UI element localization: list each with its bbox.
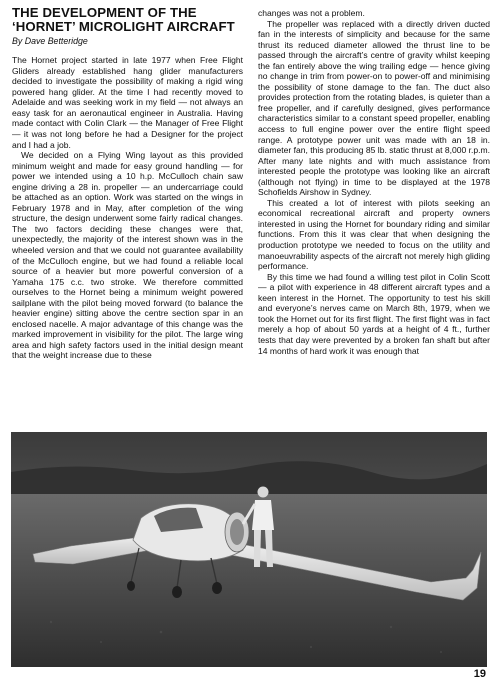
right-paragraph-1: changes was not a problem. (258, 8, 365, 18)
article-byline: By Dave Betteridge (12, 35, 88, 46)
left-paragraph-2: We decided on a Flying Wing layout as this provided minimum weight and made for easy ground handling — for power we intended using a 10 h.p. McCulloch chain saw engine driving a 28 in. propeller — an undercarriage could be attached as an option. Work was started on the wings in February 1978 and in May, after completion of the wing structure, the design underwent some fairly radical changes. The two factors deciding these changes were that, unexpectedly, the majority of the interest shown was in the wheeled version and that we could not guarantee availability of the McCulloch engine, but we had found a reliable local source of a heavier but more powerful conversion of a Yamaha 175 c.c. two stroke. We therefore committed ourselves to the Hornet being a minimum weight powered sailplane with the pilot being moved forward (to balance the heavier engine) sitting above the centre section spar in an enclosed nacelle. A major advantage of this change was the marked improvement in visibility for the pilot. The large wing area and high safety factors used in the initial design meant that the weight increase due to these (12, 150, 243, 361)
article-title (12, 6, 243, 34)
title-line-1: THE DEVELOPMENT OF THE (12, 5, 197, 20)
right-column (258, 8, 490, 356)
right-paragraph-4: By this time we had found a willing test pilot in Colin Scott — a pilot with experience in 48 different aircraft types and a keen interest in the Hornet. The opportunity to test his skill and everyone’s nerves came on March 8th, 1979, when we took the Hornet out for its first flight. The first flight was in fact merely a hop of about 50 yards at a height of 4 ft., further tests that day were prevented by a broken fan shaft but after 14 months of hard work it was enough that (258, 271, 490, 356)
aircraft-photo-illustration (11, 432, 487, 667)
title-line-2: ‘HORNET’ MICROLIGHT AIRCRAFT (12, 18, 235, 34)
left-column (12, 6, 243, 361)
page-number: 19 (473, 668, 486, 680)
left-paragraph-1: The Hornet project started in late 1977 when Free Flight Gliders already established hang glider manufacturers decided to investigate the possibility of making a rigid wing powered hang glider. At the time I had recently moved to Adelaide and was seeking work in my field — not always an easy task for an aeronautical engineer in Australia. Having made contact with Colin Clark — the Manager of Free Flight — it was not long before he had a Designer for the project and I had a job. (12, 55, 243, 150)
hornet-aircraft-photo (11, 432, 487, 667)
right-paragraph-2: The propeller was replaced with a directly driven ducted fan in the interests of simplicity and because for the same thrust its reduced diameter allowed the thrust line to be passed through the aircraft’s centre of gravity whilst keeping the fan entirely above the wing trailing edge — hence giving no change in trim from power-on to power-off and minimising the possibility of stone damage to the fan. The duct also provides protection from the rotating blades, is quieter than a free propeller, and if carefully designed, gives performance characteristics similar to a constant speed propeller, enabling access to full engine power over the entire flight speed range. A prototype power unit was made with an 18 in. diameter fan, this producing 85 lb. static thrust at 8,000 r.p.m. After many late nights and with much assistance from interested people the prototype was looking like an aircraft (although not flying) in time to be displayed at the 1978 Schofields Airshow in Sydney. (258, 18, 490, 198)
right-paragraph-3: This created a lot of interest with pilots seeking an economical recreational aircraft and property owners interested in using the Hornet for boundary riding and similar functions. From this it was clear that when designing the production prototype we needed to focus on the utility and manoeuvrability aspects of the aircraft not merely high gliding performance. (258, 197, 490, 272)
